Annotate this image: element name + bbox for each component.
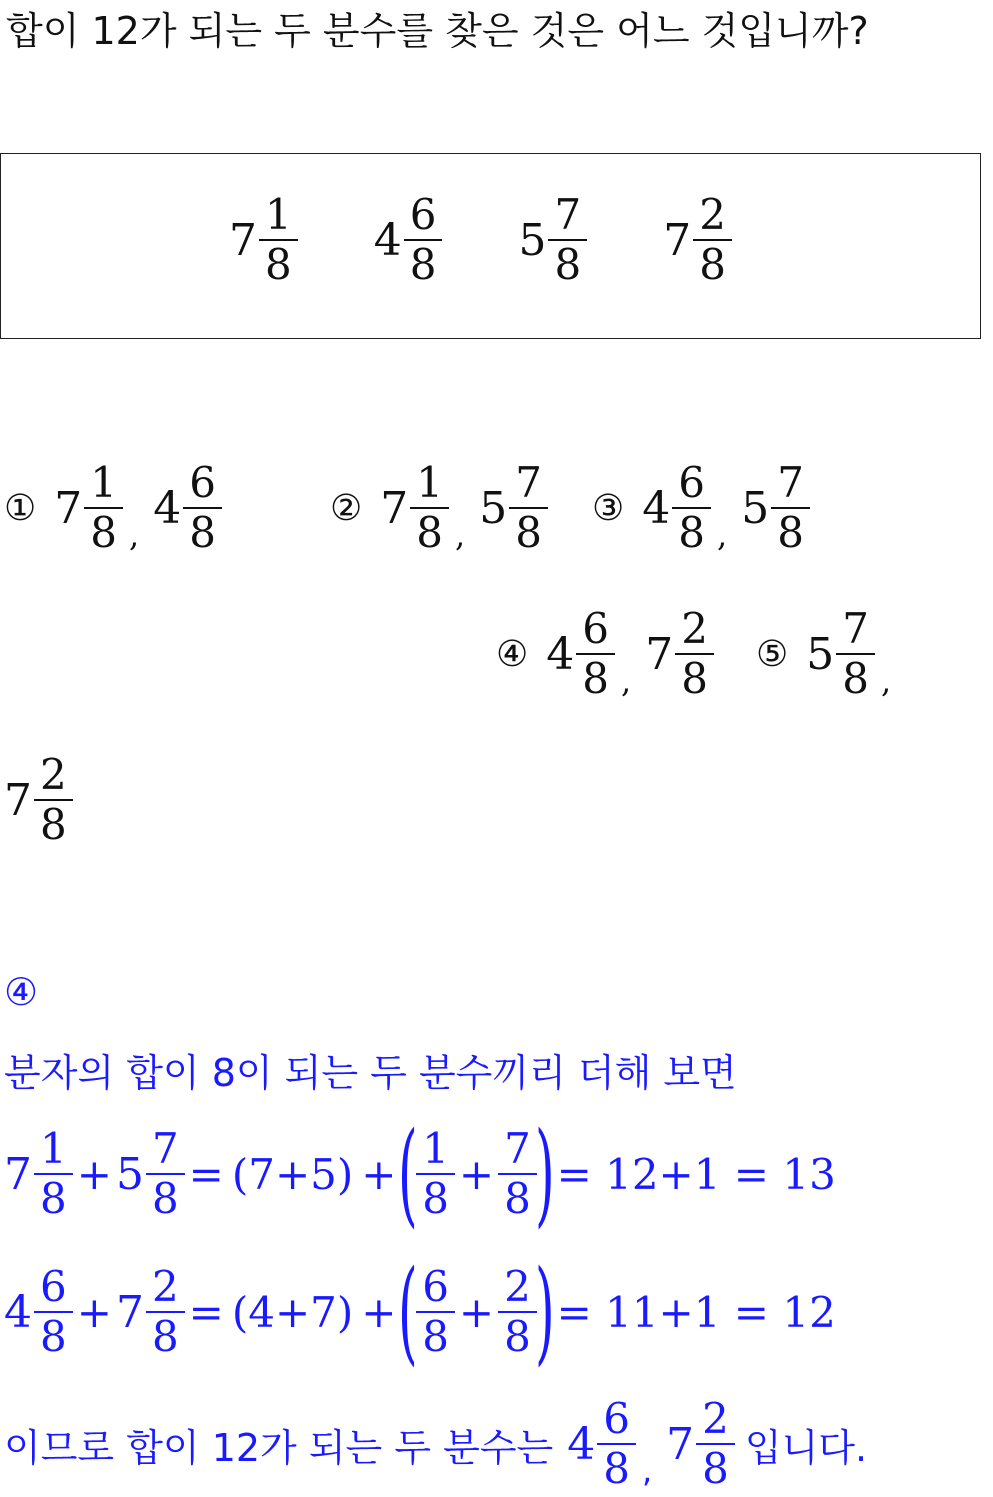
whole: 5 [741,482,770,534]
conclusion-text: 이므로 합이 12가 되는 두 분수는 [4,1425,554,1470]
option-mark: ① [4,487,37,529]
whole-group: (7+5) [231,1149,354,1199]
numerator: 2 [675,608,714,655]
plus-sign: + [76,1287,112,1337]
denominator: 8 [40,800,67,849]
whole: 7 [54,482,83,534]
denominator: 8 [603,1444,630,1493]
whole: 7 [229,214,257,266]
numerator: 6 [404,194,443,241]
whole: 7 [645,628,674,680]
denominator: 8 [265,240,292,289]
denominator: 8 [699,240,726,289]
right-paren: ) [534,1109,555,1239]
numerator: 7 [771,462,810,509]
box-fraction-4 [663,190,732,289]
numerator: 1 [259,194,298,241]
solution-conclusion [4,1394,868,1493]
option-mark: ③ [592,487,625,529]
option-mark: ② [330,487,363,529]
whole: 7 [663,214,692,266]
denominator: 8 [554,240,582,289]
denominator: 8 [422,1312,449,1361]
numerator: 7 [509,462,548,509]
denominator: 8 [409,240,437,289]
plus-sign: + [361,1149,397,1199]
answer-mark: ④ [4,970,39,1014]
numerator: 7 [146,1128,185,1175]
denominator: 8 [40,1174,67,1223]
numerator: 7 [498,1128,537,1175]
equals-sign: = [188,1287,224,1337]
comma: , [881,662,892,700]
numerator: 6 [183,462,222,509]
numerator: 2 [146,1266,185,1313]
numerator: 2 [696,1398,735,1445]
whole: 4 [567,1418,596,1470]
comma: , [717,516,728,554]
fraction-box [0,153,981,339]
conclusion-end: 입니다. [744,1425,868,1470]
numerator: 6 [597,1398,636,1445]
whole: 4 [153,482,182,534]
denominator: 8 [842,654,870,703]
solution-intro: 분자의 합이 8이 되는 두 분수끼리 더해 보면 [4,1051,737,1095]
option-mark: ④ [496,633,529,675]
denominator: 8 [582,654,610,703]
whole: 7 [4,1148,32,1200]
whole: 7 [666,1418,695,1470]
left-paren: ( [398,1109,419,1239]
numerator: 2 [693,194,732,241]
right-paren: ) [534,1247,555,1377]
solution-equation-2 [4,1247,840,1377]
box-fraction-2 [373,190,443,289]
whole: 4 [546,628,575,680]
option-5-continued[interactable] [4,750,73,849]
numerator: 6 [576,608,615,655]
option-2[interactable] [330,458,548,557]
box-fraction-1 [229,190,298,289]
comma: , [455,516,466,554]
numerator: 2 [34,754,73,801]
equation-result: = 12+1 = 13 [556,1149,836,1199]
whole: 7 [4,774,32,826]
numerator: 1 [84,462,123,509]
numerator: 6 [672,462,711,509]
denominator: 8 [90,508,118,557]
numerator: 6 [416,1266,455,1313]
plus-sign: + [76,1149,112,1199]
equation-result: = 11+1 = 12 [556,1287,836,1337]
plus-sign: + [458,1287,495,1337]
option-3[interactable] [592,458,810,557]
denominator: 8 [40,1312,67,1361]
option-4[interactable] [496,604,714,703]
denominator: 8 [151,1312,179,1361]
whole: 5 [115,1148,144,1200]
denominator: 8 [702,1444,729,1493]
option-mark: ⑤ [756,633,789,675]
plus-sign: + [458,1149,495,1199]
denominator: 8 [504,1312,531,1361]
whole: 4 [642,482,671,534]
comma: , [641,1452,653,1490]
left-paren: ( [398,1247,419,1377]
equals-sign: = [188,1149,224,1199]
numerator: 7 [548,194,587,241]
denominator: 8 [151,1174,179,1223]
whole: 4 [373,214,402,266]
numerator: 1 [34,1128,73,1175]
whole-group: (4+7) [231,1287,354,1337]
denominator: 8 [189,508,216,557]
comma: , [621,662,632,700]
question-text: 합이 12가 되는 두 분수를 찾은 것은 어느 것입니까? [6,9,869,53]
whole: 4 [4,1286,32,1338]
numerator: 1 [416,1128,455,1175]
whole: 7 [380,482,409,534]
whole: 7 [115,1286,144,1338]
denominator: 8 [416,508,444,557]
denominator: 8 [515,508,542,557]
comma: , [129,516,140,554]
whole: 5 [806,628,835,680]
box-fraction-3 [518,190,587,289]
numerator: 7 [836,608,875,655]
option-1[interactable] [4,458,222,557]
numerator: 2 [498,1266,537,1313]
numerator: 1 [410,462,449,509]
plus-sign: + [361,1287,397,1337]
denominator: 8 [681,654,708,703]
whole: 5 [518,214,547,266]
denominator: 8 [777,508,804,557]
whole: 5 [479,482,508,534]
denominator: 8 [678,508,706,557]
solution-equation-1 [4,1109,840,1239]
numerator: 6 [34,1266,73,1313]
denominator: 8 [422,1174,449,1223]
denominator: 8 [504,1174,531,1223]
option-5[interactable] [756,604,905,703]
